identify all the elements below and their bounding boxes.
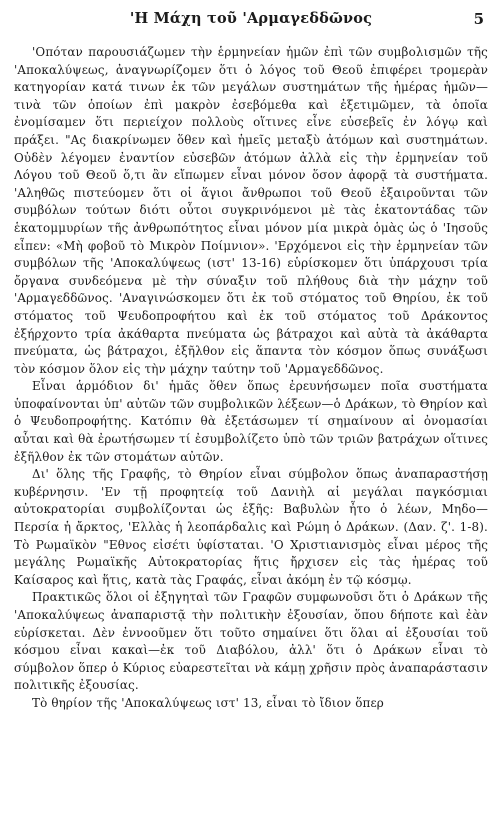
paragraph-2: Εἶναι ἁρμόδιον δι' ἡμᾶς ὅθεν ὅπως ἐρευνήσωμεν ποῖα συστήματα ὑποφαίνονται ὑπ' αὐτῶν τῶν συμβολικῶν λέξεων—ὁ Δράκων, τὸ Θηρίον καὶ ὁ Ψευδοπροφήτης. Κατόπιν θὰ ἐξετάσωμεν τί σημαίνουν αἱ ὀνομασίαι αὗται καὶ θὰ ἐρωτήσωμεν τί ἐσυμβολίζετο ὑπὸ τῶν τριῶν βατράχων οἵτινες ἐξῆλθον ἐκ τῶν στομάτων αὐτῶν.	[14, 379, 488, 464]
paragraph-3: Δι' ὅλης τῆς Γραφῆς, τὸ Θηρίον εἶναι σύμβολον ὅπως ἀναπαραστήσῃ κυβέρνησιν. 'Εν τῇ προφητείᾳ τοῦ Δανιὴλ αἱ μεγάλαι παγκόσμιαι αὐτοκρατορίαι συμβολίζονται ὡς ἑξῆς: Βαβυλὼν ἦτο ὁ λέων, Μηδο—Περσία ἡ ἄρκτος, 'Ελλὰς ἡ λεοπάρδαλις καὶ Ρώμη ὁ Δράκων. (Δαν. ζ'. 1-8). Τὸ Ρωμαϊκὸν "Εθνος εἰσέτι ὑφίσταται. 'Ο Χριστιανισμὸς εἶναι μέρος τῆς μεγάλης Ρωμαϊκῆς Αὐτοκρατορίας ἥτις ἤρχισεν εἰς τὰς ἡμέρας τοῦ Καίσαρος καὶ ἥτις, κατὰ τὰς Γραφάς, εἶναι ἀκόμη ἐν τῷ κόσμῳ.	[14, 467, 488, 587]
page-header	[14, 8, 488, 32]
page-number: 5	[473, 10, 484, 28]
body-text	[14, 44, 488, 713]
book-page	[14, 8, 488, 813]
paragraph-5: Τὸ θηρίον τῆς 'Αποκαλύψεως ιστ' 13, εἶναι τὸ ἴδιον ὅπερ	[32, 695, 384, 710]
running-title: 'Η Μάχη τοῦ 'Αρμαγεδδῶνος	[129, 10, 373, 27]
paragraph-1: 'Οπόταν παρουσιάζωμεν τὴν ἑρμηνείαν ἡμῶν ἐπὶ τῶν συμβολισμῶν τῆς 'Αποκαλύψεως, ἀναγνωρίζομεν ὅτι ὁ λόγος τοῦ Θεοῦ ἐπιφέρει τρομερὰν κατηγορίαν κατά τινων ἐκ τῶν μεγάλων συστημάτων τῆς ἡμέρας ἡμῶν—τινὰ τῶν ὁποίων ἐπὶ μακρὸν ἐσεβόμεθα καὶ ἐξετιμῶμεν, τὰ ὁποῖα ἐνομίσαμεν ὅτι περιείχον πολλοὺς οἵτινες εἶνε εὐσεβεῖς ἐν λόγῳ καὶ πράξει. "Ας διακρίνωμεν ὅθεν καὶ ἡμεῖς μεταξὺ ἀτόμων καὶ συστημάτων. Οὐδὲν λέγομεν ἐναντίον εὐσεβῶν ἀτόμων ἀλλὰ εἰς τὴν ἑρμηνείαν τοῦ Λόγου τοῦ Θεοῦ ὅ,τι ἂν εἴπωμεν εἶναι μόνον ὅσον ἀφορᾷ τὰ συστήματα. 'Αληθῶς πιστεύομεν ὅτι οἱ ἅγιοι ἄνθρωποι τοῦ Θεοῦ ἐξαιροῦνται τῶν συμβόλων τούτων διότι οὗτοι συγκρινόμενοι μὲ τὰς ἑκατοντάδας τῶν ἑκατομμυρίων τῆς ἀνθρωπότητος εἶναι μόνον μία μικρὰ ὁμὰς ὡς ὁ 'Ιησοῦς εἶπεν: «Μὴ φοβοῦ τὸ Μικρὸν Ποίμνιον». 'Ερχόμενοι εἰς τὴν ἑρμηνείαν τῶν συμβόλων τῆς 'Αποκαλύψεως (ιστ' 13-16) εὑρίσκομεν ὅτι ὑπάρχουσι τρία ὄργανα συνδεόμενα μὲ τὴν σύναξιν τοῦ πλήθους διὰ τὴν μάχην τοῦ 'Αρμαγεδδῶνος. 'Αναγινώσκομεν ὅτι ἐκ τοῦ στόματος τοῦ Θηρίου, ἐκ τοῦ στόματος τοῦ Ψευδοπροφήτου καὶ ἐκ τοῦ στόματος τοῦ Δράκοντος ἐξήρχοντο τρία ἀκάθαρτα πνεύματα ὡς βάτραχοι καὶ αὐτὰ τὰ ἀκάθαρτα πνεύματα, ὡς βάτραχοι, ἐξῆλθον εἰς ἅπαντα τὸν κόσμον ὅπως συνάξωσι τὸν κόσμον ὅλον εἰς τὴν μάχην ταύτην τοῦ 'Αρμαγεδδῶνος.	[14, 45, 488, 376]
paragraph-4: Πρακτικῶς ὅλοι οἱ ἐξηγηταὶ τῶν Γραφῶν συμφωνοῦσι ὅτι ὁ Δράκων τῆς 'Αποκαλύψεως ἀναπαριστᾷ τὴν πολιτικὴν ἐξουσίαν, ὅπου δήποτε καὶ ἐὰν εὑρίσκεται. Δὲν ἐννοοῦμεν ὅτι τοῦτο σημαίνει ὅτι ὅλαι αἱ ἐξουσίαι τοῦ κόσμου εἶναι κακαὶ—ἐκ τοῦ Διαβόλου, ἀλλ' ὅτι ὁ Δράκων εἶναι τὸ σύμβολον ὅπερ ὁ Κύριος εὐαρεστεῖται νὰ κάμῃ χρῆσιν πρὸς ἀναπαράστασιν πολιτικῆς ἐξουσίας.	[14, 590, 488, 693]
